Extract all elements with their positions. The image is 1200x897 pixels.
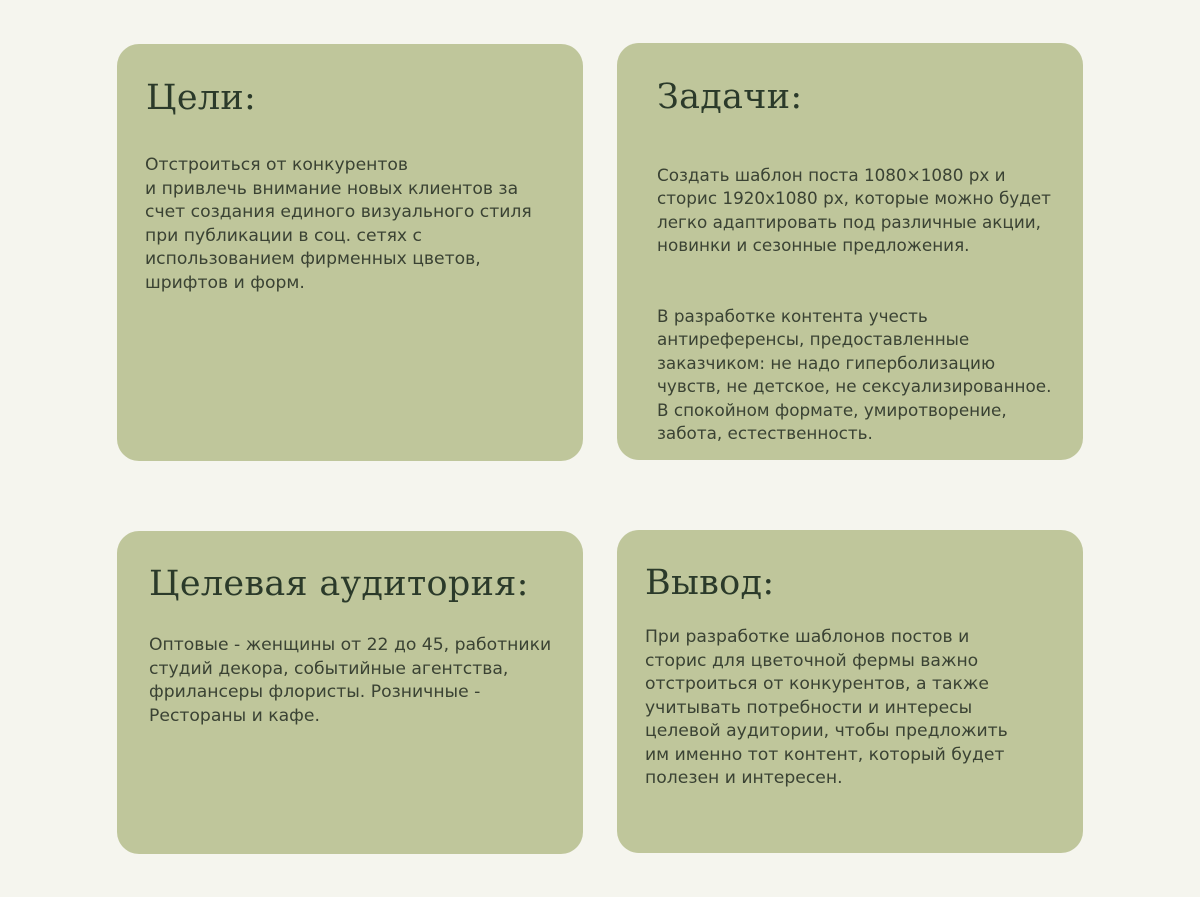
tasks-paragraph-1: Создать шаблон поста 1080×1080 px и сторис 1920x1080 px, которые можно будет легко адаптировать под различные акции, новинки и сезонные предложения. (657, 164, 1051, 255)
tasks-text (657, 140, 1097, 469)
tasks-title: Задачи: (657, 77, 803, 117)
goals-title: Цели: (146, 78, 257, 118)
tasks-paragraph-2: В разработке контента учесть антиреференсы, предоставленные заказчиком: не надо гиперболизацию чувств, не детское, не сексуализированное. В спокойном формате, умиротворение, забота, естественность. (657, 305, 1052, 443)
outcome-text: При разработке шаблонов постов и сторис для цветочной фермы важно отстроиться от конкурентов, а также учитывать потребности и интересы целевой аудитории, чтобы предложить им именно тот контент, который будет полезен и интересен. (645, 627, 1008, 788)
goals-text: Отстроиться от конкурентов и привлечь внимание новых клиентов за счет создания единого визуального стиля при публикации в соц. сетях с использованием фирменных цветов, шрифтов и форм. (145, 155, 532, 293)
goals-card (117, 44, 583, 461)
audience-title: Целевая аудитория: (149, 564, 529, 604)
audience-card (117, 531, 583, 854)
audience-text: Оптовые - женщины от 22 до 45, работники студий декора, событийные агентства, фрилансеры флористы. Розничные - Рестораны и кафе. (149, 635, 552, 726)
outcome-card (617, 530, 1083, 853)
tasks-card (617, 43, 1083, 460)
outcome-title: Вывод: (645, 563, 775, 603)
